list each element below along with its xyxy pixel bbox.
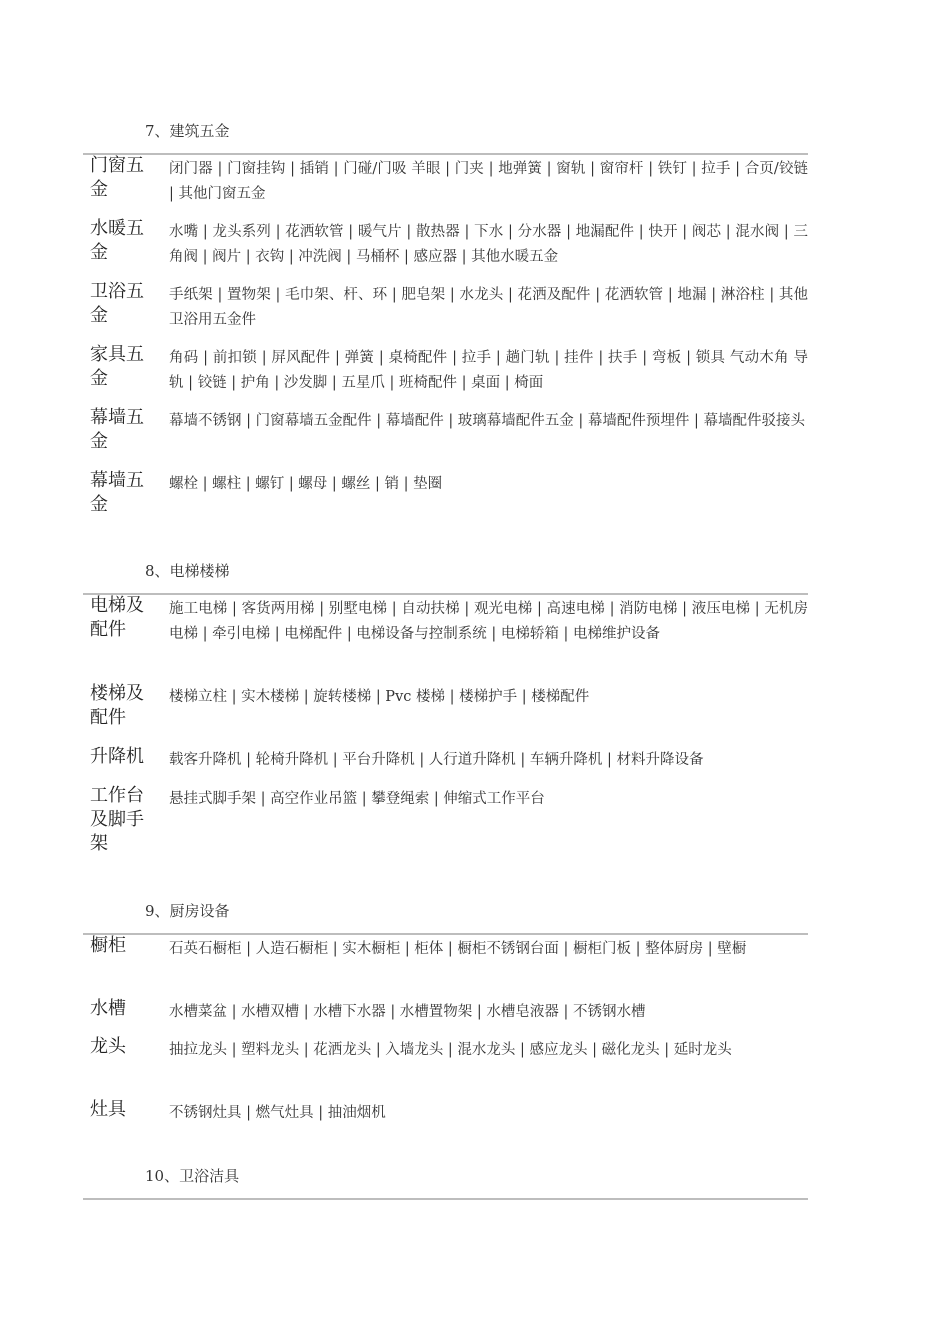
section-divider-8 xyxy=(83,593,808,595)
category-label: 幕墙五金 xyxy=(90,470,144,515)
section-title-7: 7、建筑五金 xyxy=(145,122,230,140)
category-items: 水嘴 | 龙头系列 | 花洒软管 | 暖气片 | 散热器 | 下水 | 分水器 | 地漏配件 | 快开 | 阀芯 | 混水阀 | 三角阀 | 阀片 | 衣钩 | 冲洗阀 | 马桶杯 | 感应器 | 其他水暖五金 xyxy=(169,224,808,265)
category-items: 施工电梯 | 客货两用梯 | 别墅电梯 | 自动扶梯 | 观光电梯 | 高速电梯 | 消防电梯 | 液压电梯 | 无机房电梯 | 牵引电梯 | 电梯配件 | 电梯设备与控制系统 | 电梯轿箱 | 电梯维护设备 xyxy=(169,601,808,642)
section-divider-10 xyxy=(83,1198,808,1200)
category-label: 家具五金 xyxy=(90,344,144,389)
section-title-9: 9、厨房设备 xyxy=(145,902,230,920)
category-items: 悬挂式脚手架 | 高空作业吊篮 | 攀登绳索 | 伸缩式工作平台 xyxy=(169,791,545,807)
category-items: 闭门器 | 门窗挂钩 | 插销 | 门碰/门吸 羊眼 | 门夹 | 地弹簧 | 窗轨 | 窗帘杆 | 铁钉 | 拉手 | 合页/铰链 | 其他门窗五金 xyxy=(169,161,808,202)
category-items: 角码 | 前扣锁 | 屏风配件 | 弹簧 | 桌椅配件 | 拉手 | 趟门轨 | 挂件 | 扶手 | 弯板 | 锁具 气动木角 导轨 | 铰链 | 护角 | 沙发脚 | 五星爪 | 班椅配件 | 桌面 | 椅面 xyxy=(169,350,808,391)
category-label: 水槽 xyxy=(90,998,126,1019)
category-label: 幕墙五金 xyxy=(90,407,144,452)
category-items: 石英石橱柜 | 人造石橱柜 | 实木橱柜 | 柜体 | 橱柜不锈钢台面 | 橱柜门板 | 整体厨房 | 壁橱 xyxy=(169,941,747,957)
section-title-8: 8、电梯楼梯 xyxy=(145,562,230,580)
category-items: 螺栓 | 螺柱 | 螺钉 | 螺母 | 螺丝 | 销 | 垫圈 xyxy=(169,476,443,492)
category-label: 楼梯及配件 xyxy=(90,683,144,728)
category-label: 橱柜 xyxy=(90,935,126,956)
category-label: 龙头 xyxy=(90,1036,126,1057)
section-divider-9 xyxy=(83,933,808,935)
category-items: 幕墙不锈钢 | 门窗幕墙五金配件 | 幕墙配件 | 玻璃幕墙配件五金 | 幕墙配件预埋件 | 幕墙配件驳接头 xyxy=(169,413,806,429)
category-label: 电梯及配件 xyxy=(90,595,144,640)
category-label: 升降机 xyxy=(90,746,144,767)
category-label: 工作台及脚手架 xyxy=(90,785,144,854)
category-items: 水槽菜盆 | 水槽双槽 | 水槽下水器 | 水槽置物架 | 水槽皂液器 | 不锈钢水槽 xyxy=(169,1004,646,1020)
category-items: 载客升降机 | 轮椅升降机 | 平台升降机 | 人行道升降机 | 车辆升降机 | 材料升降设备 xyxy=(169,752,704,768)
category-label: 水暖五金 xyxy=(90,218,144,263)
category-items: 手纸架 | 置物架 | 毛巾架、杆、环 | 肥皂架 | 水龙头 | 花洒及配件 | 花洒软管 | 地漏 | 淋浴柱 | 其他卫浴用五金件 xyxy=(169,287,808,328)
category-items: 不锈钢灶具 | 燃气灶具 | 抽油烟机 xyxy=(169,1105,386,1121)
section-title-10: 10、卫浴洁具 xyxy=(145,1167,240,1185)
category-label: 门窗五金 xyxy=(90,155,144,200)
section-divider-7 xyxy=(83,153,808,155)
category-items: 楼梯立柱 | 实木楼梯 | 旋转楼梯 | Pvc 楼梯 | 楼梯护手 | 楼梯配件 xyxy=(169,689,590,705)
category-label: 卫浴五金 xyxy=(90,281,144,326)
category-label: 灶具 xyxy=(90,1099,126,1120)
category-items: 抽拉龙头 | 塑料龙头 | 花洒龙头 | 入墙龙头 | 混水龙头 | 感应龙头 | 磁化龙头 | 延时龙头 xyxy=(169,1042,732,1058)
